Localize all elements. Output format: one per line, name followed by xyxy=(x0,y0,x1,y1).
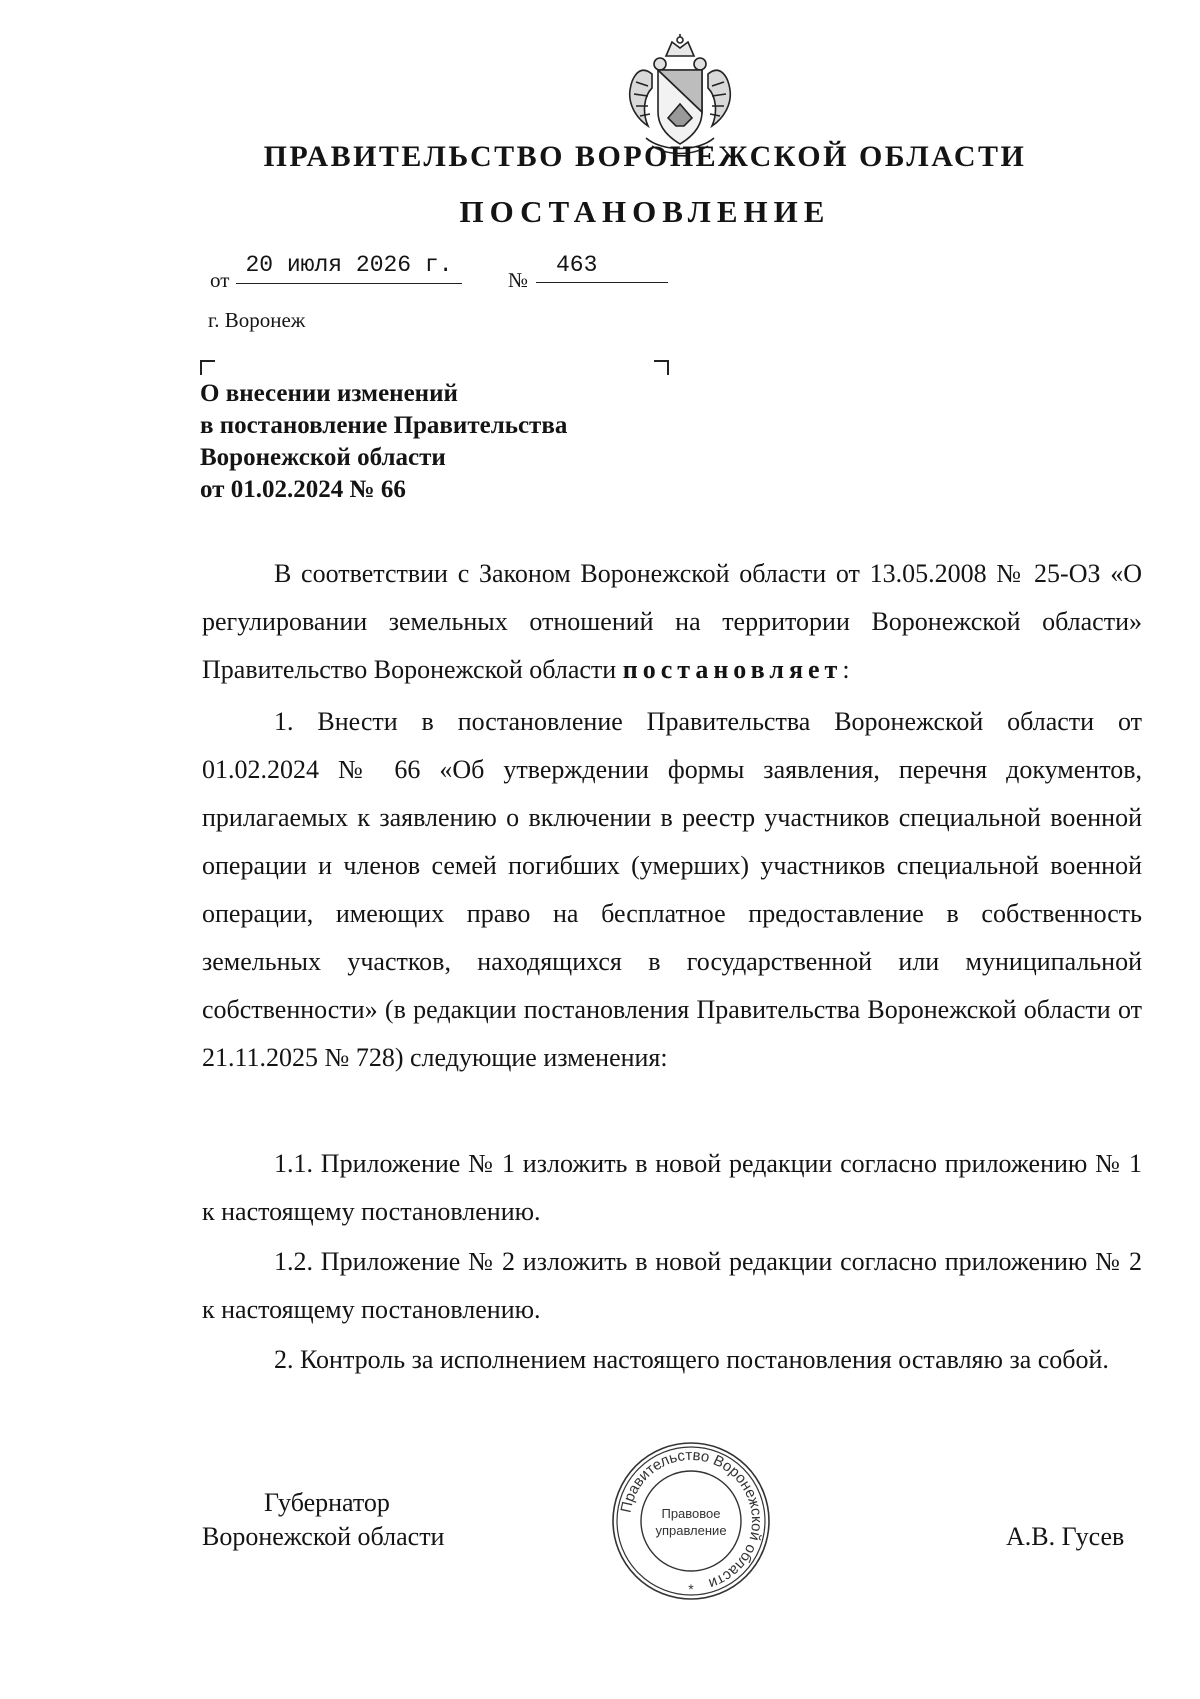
subject-line: О внесении изменений xyxy=(200,380,458,407)
document-subject xyxy=(200,378,567,506)
signatory-position-line2: Воронежской области xyxy=(202,1522,445,1551)
city-label: г. Воронеж xyxy=(208,308,306,332)
organization-title: ПРАВИТЕЛЬСТВО ВОРОНЕЖСКОЙ ОБЛАСТИ xyxy=(263,140,1027,173)
document-type-title: ПОСТАНОВЛЕНИЕ xyxy=(459,194,831,229)
item-2-paragraph: 2. Контроль за исполнением настоящего постановления оставляю за собой. xyxy=(274,1345,1109,1374)
number-field: 463 xyxy=(536,252,668,283)
subject-line: Воронежской области xyxy=(200,444,446,471)
date-prefix-label: от xyxy=(210,268,230,292)
stamp-star: * xyxy=(688,1581,694,1597)
subject-corner-right xyxy=(654,360,669,375)
stamp-inner-line1: Правовое xyxy=(661,1506,721,1521)
subject-line: в постановление Правительства xyxy=(200,412,568,439)
date-field: 20 июля 2026 г. xyxy=(236,252,462,284)
stamp-inner-line2: управление xyxy=(655,1523,727,1538)
item-1-1-paragraph: 1.1. Приложение № 1 изложить в новой редакции согласно приложению № 1 к настоящему постановлению. xyxy=(202,1149,1142,1226)
subject-corner-left xyxy=(200,360,215,375)
signatory-position-line1: Губернатор xyxy=(264,1488,390,1517)
number-prefix-label: № xyxy=(508,268,529,292)
preamble-end: : xyxy=(842,655,850,684)
stamp-outer-text: Правительство Воронежской области xyxy=(617,1446,766,1593)
preamble-emphasis: постановляет xyxy=(622,655,843,684)
signatory-name: А.В. Гусев xyxy=(1006,1522,1125,1551)
preamble-paragraph xyxy=(202,550,1142,694)
item-1-paragraph: 1. Внести в постановление Правительства Воронежской области от 01.02.2024 № 66 «Об утверждении формы заявления, перечня документов, прилагаемых к заявлению о включении в реестр участников специальной военной операции и членов семей погибших (умерших) участников специальной военной операции, имеющих право на бесплатное предоставление в собственность земельных участков, находящихся в государственной или муниципальной собственности» (в редакции постановления Правительства Воронежской области от 21.11.2025 № 728) следующие изменения: xyxy=(202,707,1142,1072)
subject-line: от 01.02.2024 № 66 xyxy=(200,476,406,503)
official-stamp-icon xyxy=(610,1440,772,1602)
item-1-2-paragraph: 1.2. Приложение № 2 изложить в новой редакции согласно приложению № 2 к настоящему постановлению. xyxy=(202,1247,1142,1324)
preamble-text: В соответствии с Законом Воронежской области от 13.05.2008 № 25-ОЗ «О регулировании земельных отношений на территории Воронежской области» Правительство Воронежской области xyxy=(202,559,1142,684)
